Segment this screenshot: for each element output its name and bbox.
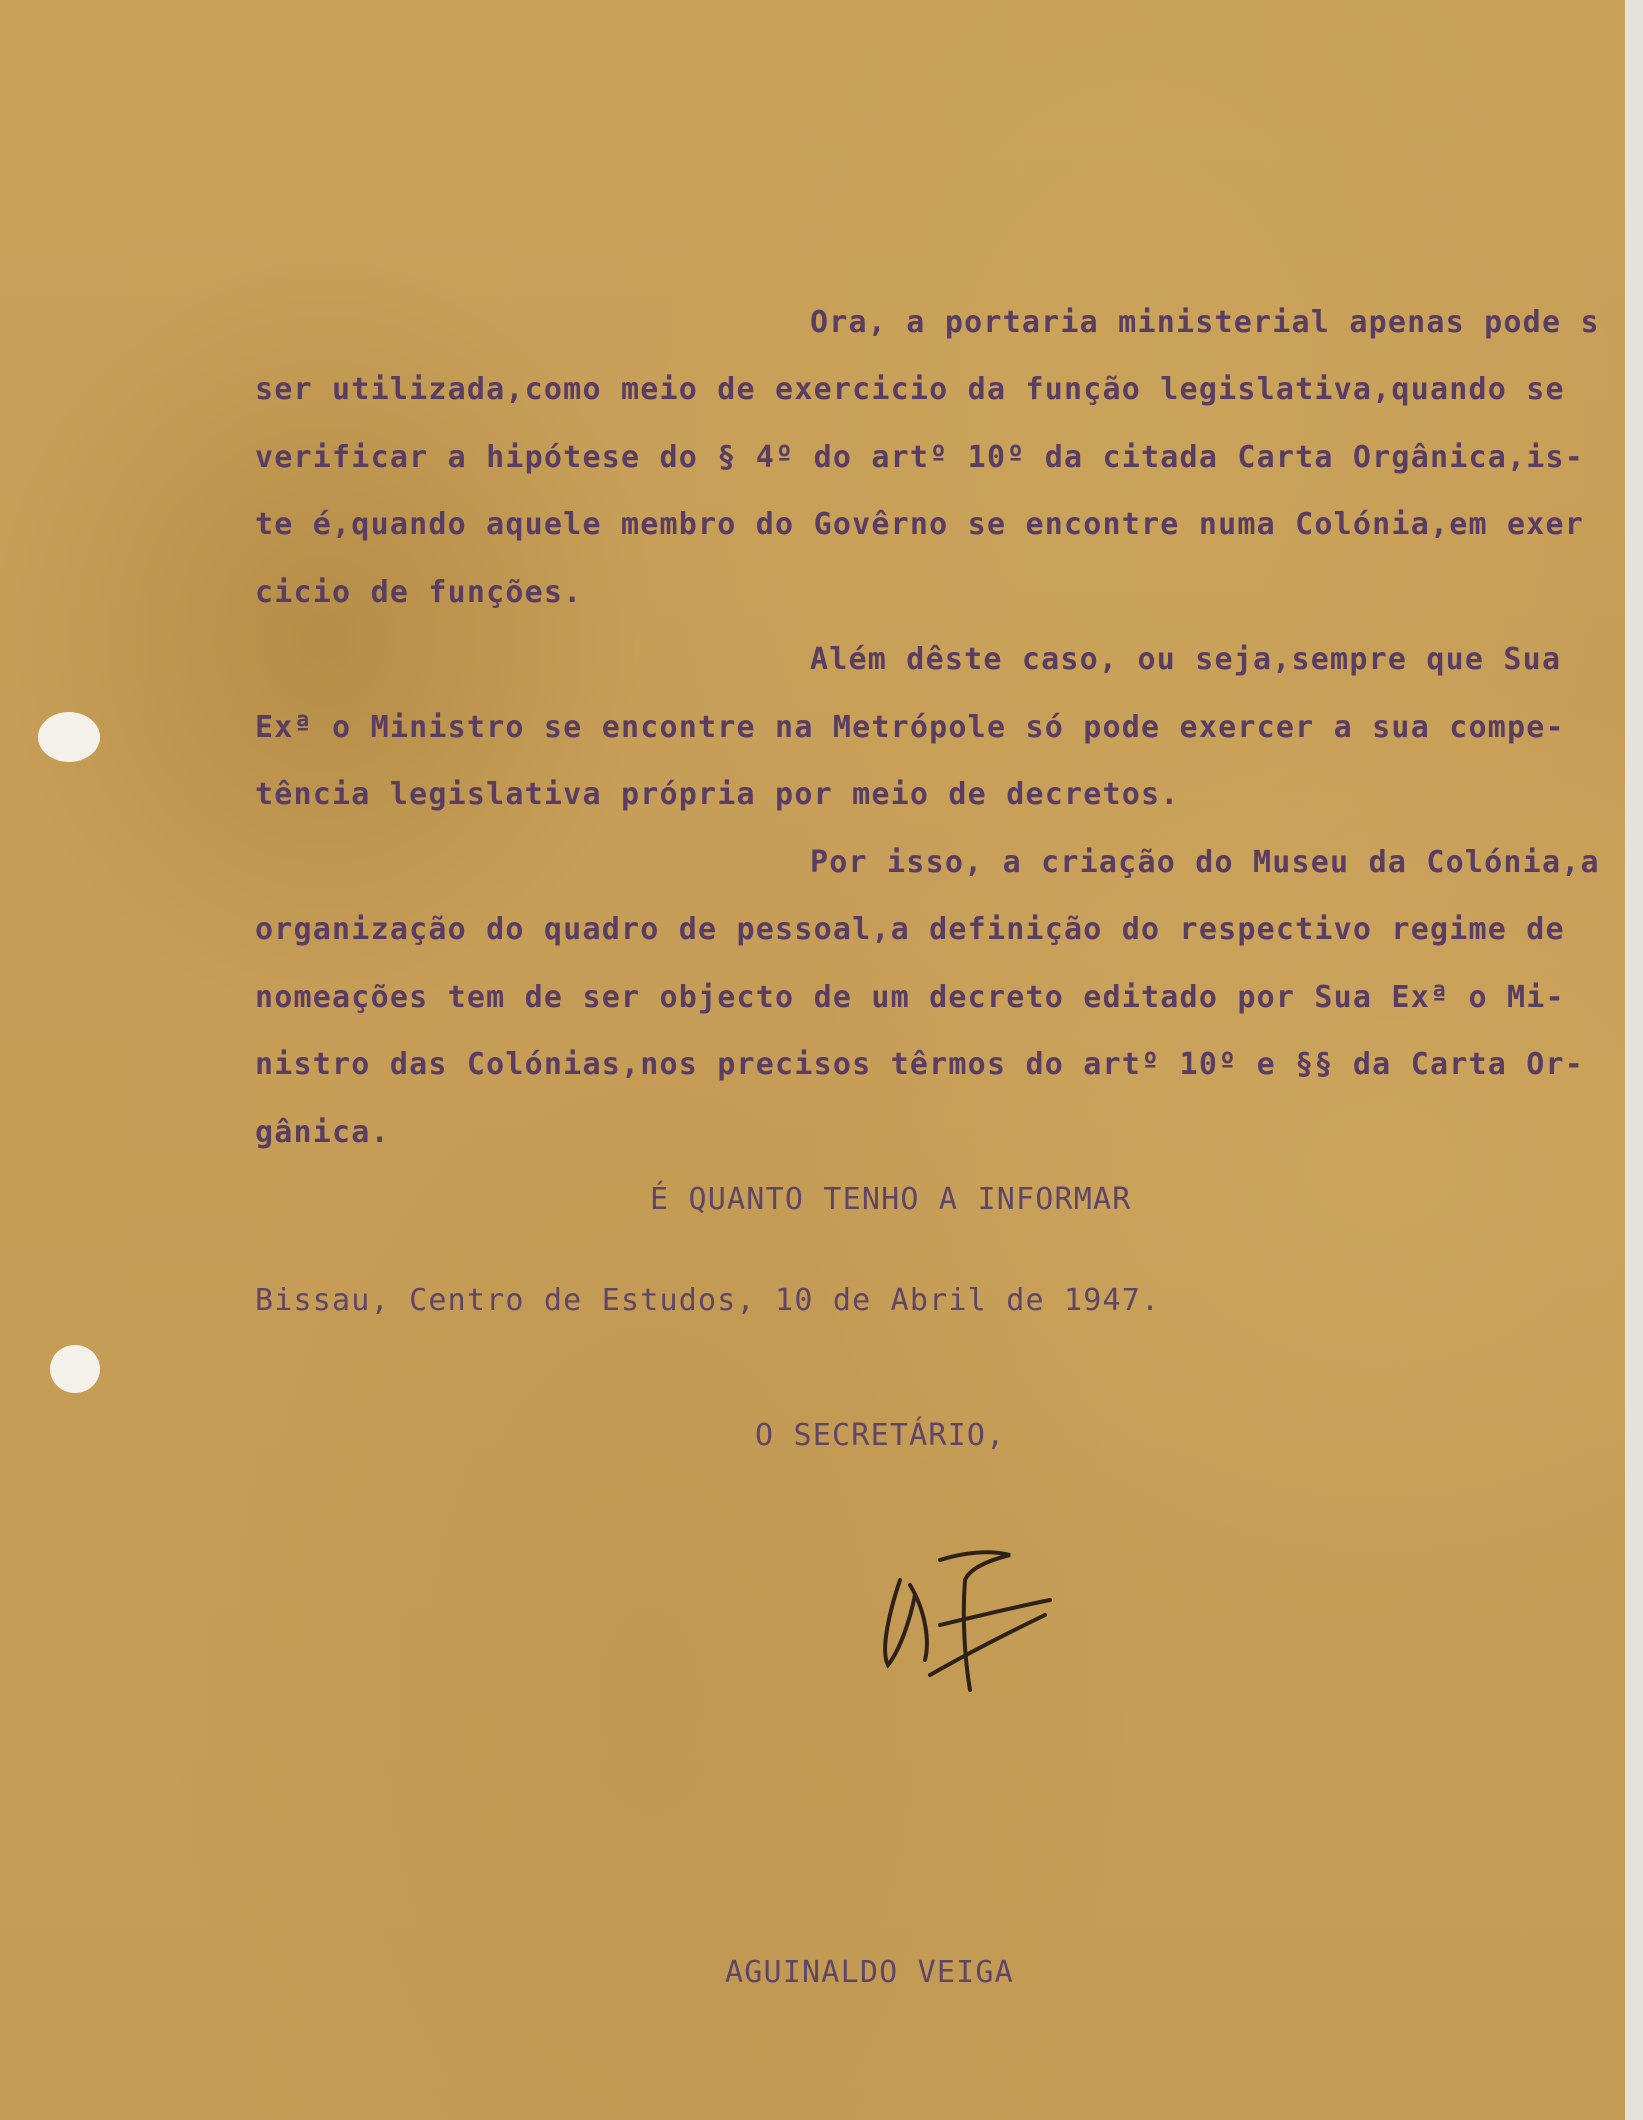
punch-hole	[50, 1345, 100, 1393]
signature	[870, 1540, 1070, 1700]
punch-hole	[38, 712, 100, 762]
text-line: te é,quando aquele membro do Govêrno se encontre numa Colónia,em exer	[255, 507, 1585, 542]
text-line: cicio de funções.	[255, 575, 583, 610]
text-line: Além dêste caso, ou seja,sempre que Sua	[810, 642, 1562, 677]
text-line: Por isso, a criação do Museu da Colónia,a	[810, 845, 1600, 880]
signatory-title: O SECRETÁRIO,	[755, 1418, 1006, 1453]
text-line: verificar a hipótese do § 4º do artº 10º da citada Carta Orgânica,is-	[255, 440, 1585, 475]
text-line: nistro das Colónias,nos precisos têrmos do artº 10º e §§ da Carta Or-	[255, 1047, 1585, 1082]
text-line: nomeações tem de ser objecto de um decreto editado por Sua Exª o Mi-	[255, 980, 1565, 1015]
closing-statement: É QUANTO TENHO A INFORMAR	[650, 1182, 1132, 1217]
text-line: organização do quadro de pessoal,a definição do respectivo regime de	[255, 912, 1565, 947]
text-line: Ora, a portaria ministerial apenas pode s	[810, 305, 1600, 340]
scan-border	[1625, 0, 1643, 2120]
place-date: Bissau, Centro de Estudos, 10 de Abril de 1947.	[255, 1283, 1161, 1318]
signatory-name: AGUINALDO VEIGA	[725, 1955, 1014, 1990]
text-line: Exª o Ministro se encontre na Metrópole só pode exercer a sua compe-	[255, 710, 1565, 745]
text-line: ser utilizada,como meio de exercicio da função legislativa,quando se	[255, 372, 1565, 407]
text-line: gânica.	[255, 1115, 390, 1150]
text-line: tência legislativa própria por meio de decretos.	[255, 777, 1180, 812]
